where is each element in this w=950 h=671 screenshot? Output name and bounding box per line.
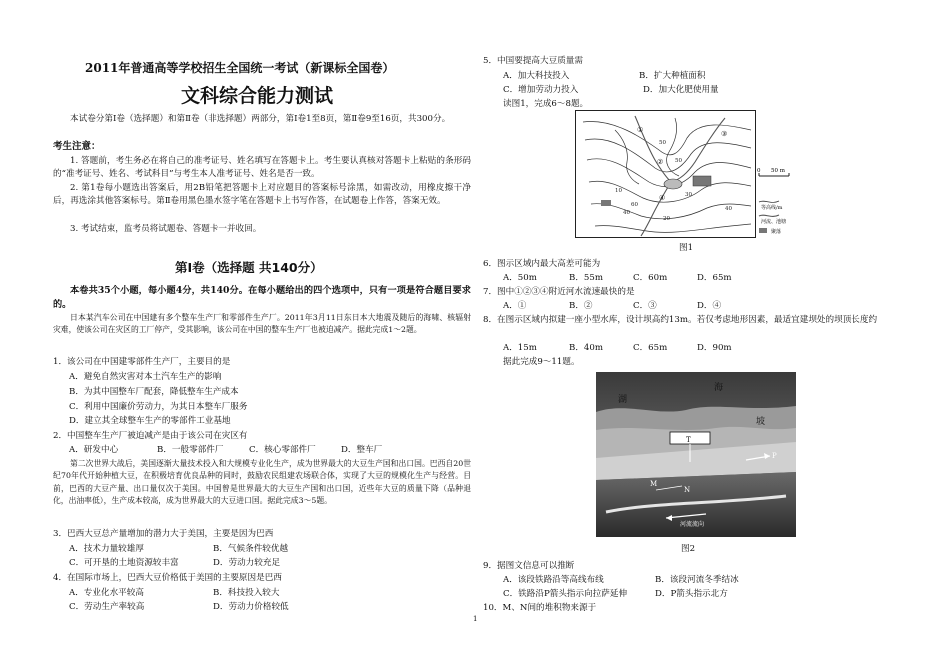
legend-contour-label: 等高线/m (761, 205, 783, 211)
q8-option-a: A．15m (503, 343, 537, 353)
q5-option-d: D．加大化肥使用量 (643, 85, 719, 95)
q9-option-b: B．该段河流冬季结冰 (655, 575, 739, 585)
q9-option-c: C．铁路沿P箭头指示向拉萨延伸 (503, 589, 628, 599)
q5-option-c: C．增加劳动力投入 (503, 85, 579, 95)
photo-label-slope: 坡 (756, 417, 766, 427)
q8-option-d: D．90m (697, 343, 732, 353)
q4-option-b: B．科技投入较大 (213, 588, 280, 598)
q2-option-c: C．核心零部件厂 (249, 445, 316, 455)
q6-option-d: D．65m (697, 273, 732, 283)
photo-svg (596, 372, 796, 537)
pond (664, 179, 682, 189)
q1-option-a: A．避免自然灾害对本土汽车生产的影响 (69, 372, 222, 382)
notice-2: 2. 第1卷每小题选出答案后，用2B铅笔把答题卡上对应题目的答案标号涂黑，如需改动，用橡皮擦干净后，再选涂其他答案标号。第Ⅱ卷用黑色墨水签字笔在答题卡上书写作答，在试题卷上作答，答案无效。 (53, 183, 471, 207)
fig1-intro: 读图1，完成6～8题。 (503, 99, 589, 109)
photo-label-sea: 海 (714, 383, 724, 393)
q8-option-b: B．40m (569, 343, 603, 353)
scale-label-0: 0 (757, 168, 761, 174)
q8-option-c: C．65m (633, 343, 668, 353)
q9-option-a: A．该段铁路沿等高线布线 (503, 575, 604, 585)
figure-2-caption: 图2 (681, 544, 696, 554)
intro-text: 本试卷分第Ⅰ卷（选择题）和第Ⅱ卷（非选择题）两部分，第Ⅰ卷1至8页，第Ⅱ卷9至16页，共300分。 (70, 114, 451, 124)
q3-option-a: A．技术力量较雄厚 (69, 544, 144, 554)
q6-stem: 6．图示区域内最大高差可能为 (483, 259, 601, 269)
contour-label-20: 20 (663, 216, 670, 222)
q1-option-c: C．利用中国廉价劳动力，为其日本整车厂服务 (69, 402, 248, 412)
q2-stem: 2．中国整车生产厂被迫减产是由于该公司在灾区有 (53, 431, 248, 441)
q6-option-a: A．50m (503, 273, 537, 283)
contour-label-30: 30 (685, 192, 692, 198)
q9-stem: 9．据图文信息可以推断 (483, 561, 575, 571)
section-desc: 本卷共35个小题，每小题4分，共140分。在每小题给出的四个选项中，只有一项是符合题目要求的。 (53, 285, 471, 310)
q7-option-b: B．② (569, 301, 593, 311)
legend-contour-icon (759, 201, 779, 202)
settlement-block (693, 176, 711, 186)
q7-stem: 7．图中①②③④附近河水流速最快的是 (483, 287, 635, 297)
section-title: 第Ⅰ卷（选择题 共140分） (175, 260, 323, 275)
q3-option-d: D．劳动力较充足 (213, 558, 281, 568)
legend-river-label: 河流、池塘 (761, 219, 787, 225)
passage-2: 第二次世界大战后，美国逐渐大量技术投入和大规模专业化生产，成为世界最大的大豆生产国和出口国。巴西自20世纪70年代开始种植大豆，在积极培育优良品种的同时，鼓励农民组建农场联合体，实现了大豆的规模化生产与经营。目前，巴西的大豆产量、出口量仅次于美国。中国曾是世界最大的大豆生产国和出口国，近些年大豆的质量下降（品种退化，出油率低），生产成本较高，成为世界最大的大豆进口国。据此完成3～5题。 (53, 459, 471, 506)
q6-option-c: C．60m (633, 273, 668, 283)
figure-1-contour-map (575, 110, 793, 238)
q5-stem: 5．中国要提高大豆质量需 (483, 56, 583, 66)
q7-option-c: C．③ (633, 301, 657, 311)
contour-label-50: 50 (659, 140, 666, 146)
contour-label-10: 10 (615, 188, 622, 194)
page-number: 1 (473, 615, 478, 623)
photo-label-P: P (772, 452, 777, 460)
q6-option-b: B．55m (569, 273, 603, 283)
q4-option-d: D．劳动力价格较低 (213, 602, 289, 612)
q1-option-b: B．为其中国整车厂配套，降低整车生产成本 (69, 387, 239, 397)
q1-option-d: D．建立其全球整车生产的零部件工业基地 (69, 416, 231, 426)
q3-option-c: C．可开垦的土地资源较丰富 (69, 558, 179, 568)
photo-label-N: N (684, 486, 691, 494)
q4-stem: 4．在国际市场上，巴西大豆价格低于美国的主要原因是巴西 (53, 573, 282, 583)
q1-stem: 1．该公司在中国建零部件生产厂，主要目的是 (53, 357, 231, 367)
point-3-marker: ③ (721, 130, 728, 138)
contour-map-svg (575, 110, 793, 238)
passage-1: 日本某汽车公司在中国建有多个整车生产厂和零部件生产厂。2011年3月11日东日本大地震及随后的海啸、核辐射灾难，使该公司在灾区的工厂停产，受其影响，该公司在中国的整车生产厂也被迫减产。据此完成1～2题。 (53, 313, 471, 335)
q10-stem: 10．M、N间的堆积物来源于 (483, 603, 597, 613)
legend-settlement-label: 聚落 (771, 229, 782, 235)
figure-1-caption: 图1 (679, 243, 694, 253)
q5-option-a: A．加大科技投入 (503, 71, 570, 81)
point-1-marker: ① (637, 126, 644, 134)
q7-option-a: A．① (503, 301, 527, 311)
q4-option-a: A．专业化水平较高 (69, 588, 144, 598)
legend-settlement-icon (759, 228, 767, 233)
contour-label-40: 40 (623, 210, 630, 216)
notice-heading: 考生注意： (53, 141, 101, 152)
notice-3: 3. 考试结束，监考员将试题卷、答题卡一并收回。 (70, 224, 262, 234)
point-4-marker: ④ (659, 194, 666, 202)
point-2-marker: ② (657, 158, 664, 166)
notice-1: 1. 答题前，考生务必在将自己的准考证号、姓名填写在答题卡上。考生要认真核对答题卡上粘贴的条形码的“准考证号、姓名、考试科目”与考生本人准考证号、姓名是否一致。 (53, 156, 471, 180)
q9-option-d: D．P箭头指示北方 (655, 589, 728, 599)
q5-option-b: B．扩大种植面积 (639, 71, 706, 81)
q2-option-a: A．研发中心 (69, 445, 119, 455)
q8-stem: 8．在图示区域内拟建一座小型水库，设计坝高约13m。若仅考虑地形因素，最适宜建坝处的坝顶长度约 (483, 315, 878, 325)
fig2-intro: 据此完成9～11题。 (503, 357, 580, 367)
photo-label-lake: 湖 (618, 395, 628, 405)
q2-option-b: B．一般零部件厂 (157, 445, 224, 455)
exam-title: 2011年普通高等学校招生全国统一考试（新课标全国卷） (85, 61, 395, 75)
legend-river-icon (759, 215, 779, 216)
settlement-block-small (601, 200, 611, 206)
contour-label-60: 60 (631, 202, 638, 208)
subject-title: 文科综合能力测试 (181, 85, 334, 107)
scale-label-50m: 50 m (771, 168, 785, 174)
contour-label-40b: 40 (725, 206, 732, 212)
contour-label-50b: 50 (675, 158, 682, 164)
photo-label-T: T (686, 436, 691, 444)
q4-option-c: C．劳动生产率较高 (69, 602, 145, 612)
figure-2-photo (596, 372, 796, 537)
q2-option-d: D．整车厂 (341, 445, 383, 455)
q3-stem: 3．巴西大豆总产量增加的潜力大于美国，主要是因为巴西 (53, 529, 274, 539)
photo-label-flow-direction: 河流流向 (680, 521, 705, 528)
q7-option-d: D．④ (697, 301, 722, 311)
q3-option-b: B．气候条件较优越 (213, 544, 289, 554)
photo-label-M: M (650, 480, 658, 488)
